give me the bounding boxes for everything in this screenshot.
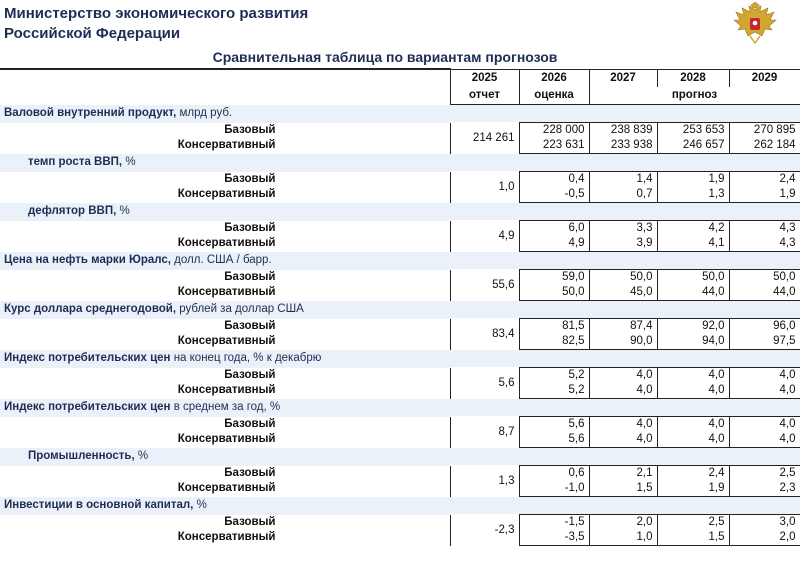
- value-2029: 4,0: [729, 417, 800, 433]
- scenario-label: Базовый: [224, 368, 276, 381]
- scenario-label: Консервативный: [177, 188, 276, 201]
- scenario-row: [0, 172, 800, 188]
- indicator-title: Инвестиции в основной капитал,: [4, 499, 194, 511]
- value-2027: 4,0: [589, 383, 657, 399]
- value-2027: 1,0: [589, 530, 657, 546]
- value-2028: 94,0: [657, 334, 729, 350]
- value-2025: 5,6: [450, 368, 519, 399]
- status-header-row: [0, 87, 800, 105]
- value-2026: -0,5: [519, 187, 589, 203]
- value-2027: 3,3: [589, 221, 657, 237]
- value-2026: 5,2: [519, 368, 589, 384]
- scenario-label: Базовый: [224, 319, 276, 332]
- value-2026: 0,4: [519, 172, 589, 188]
- label-estimate: оценка: [519, 87, 589, 105]
- value-2025: 1,0: [450, 172, 519, 203]
- value-2028: 50,0: [657, 270, 729, 286]
- value-2028: 4,0: [657, 368, 729, 384]
- indicator-name: [0, 105, 450, 123]
- value-2026: 81,5: [519, 319, 589, 335]
- value-2027: 45,0: [589, 285, 657, 301]
- scenario-row: [0, 138, 800, 154]
- indicator-name: [0, 203, 450, 221]
- value-2027: 1,4: [589, 172, 657, 188]
- indicator-name: [0, 350, 450, 368]
- value-2029: 262 184: [729, 138, 800, 154]
- indicator-row: [0, 252, 800, 270]
- forecast-table: [0, 68, 800, 546]
- scenario-label: Консервативный: [177, 335, 276, 348]
- value-2029: 4,0: [729, 432, 800, 448]
- value-2028: 44,0: [657, 285, 729, 301]
- year-header-row: [0, 69, 800, 87]
- scenario-label: Базовый: [224, 270, 276, 283]
- indicator-unit: %: [116, 205, 130, 217]
- value-2027: 50,0: [589, 270, 657, 286]
- indicator-title: темп роста ВВП,: [28, 156, 123, 168]
- value-2028: 2,4: [657, 466, 729, 482]
- indicator-name: [0, 497, 450, 515]
- value-2028: 2,5: [657, 515, 729, 531]
- table-title: Сравнительная таблица по вариантам прогнозов: [212, 49, 558, 65]
- indicator-row: [0, 399, 800, 417]
- value-2029: 2,0: [729, 530, 800, 546]
- value-2027: 4,0: [589, 368, 657, 384]
- indicator-unit: %: [193, 499, 207, 511]
- value-2026: -3,5: [519, 530, 589, 546]
- value-2028: 4,0: [657, 432, 729, 448]
- scenario-label: Базовый: [224, 417, 276, 430]
- scenario-row: [0, 481, 800, 497]
- value-2027: 4,0: [589, 432, 657, 448]
- value-2027: 87,4: [589, 319, 657, 335]
- value-2028: 4,2: [657, 221, 729, 237]
- value-2028: 4,0: [657, 417, 729, 433]
- value-2025: 4,9: [450, 221, 519, 252]
- value-2029: 2,4: [729, 172, 800, 188]
- scenario-label: Консервативный: [177, 286, 276, 299]
- value-2025: 214 261: [450, 123, 519, 154]
- scenario-label: Консервативный: [177, 482, 276, 495]
- value-2029: 44,0: [729, 285, 800, 301]
- value-2028: 1,9: [657, 481, 729, 497]
- value-2025: 55,6: [450, 270, 519, 301]
- value-2026: 5,6: [519, 432, 589, 448]
- scenario-label: Базовый: [224, 515, 276, 528]
- ministry-name-line1: Министерство экономического развития: [4, 5, 309, 22]
- value-2027: 90,0: [589, 334, 657, 350]
- indicator-unit: млрд руб.: [176, 107, 233, 119]
- indicator-row: [0, 497, 800, 515]
- value-2029: 1,9: [729, 187, 800, 203]
- value-2028: 246 657: [657, 138, 729, 154]
- value-2029: 2,3: [729, 481, 800, 497]
- indicator-name: [0, 448, 450, 466]
- scenario-row: [0, 221, 800, 237]
- value-2026: 6,0: [519, 221, 589, 237]
- value-2028: 4,1: [657, 236, 729, 252]
- value-2028: 1,3: [657, 187, 729, 203]
- indicator-title: Промышленность,: [28, 450, 135, 462]
- label-forecast: прогноз: [589, 87, 800, 105]
- scenario-label: Консервативный: [177, 384, 276, 397]
- value-2028: 253 653: [657, 123, 729, 139]
- year-2029: 2029: [729, 69, 800, 87]
- scenario-row: [0, 270, 800, 286]
- value-2027: 0,7: [589, 187, 657, 203]
- value-2026: -1,5: [519, 515, 589, 531]
- indicator-unit: долл. США / барр.: [170, 254, 272, 266]
- value-2027: 238 839: [589, 123, 657, 139]
- indicator-unit: рублей за доллар США: [176, 303, 304, 315]
- year-2028: 2028: [657, 69, 729, 87]
- value-2029: 4,3: [729, 236, 800, 252]
- indicator-name: [0, 301, 450, 319]
- scenario-label: Базовый: [224, 221, 276, 234]
- scenario-label: Базовый: [224, 172, 276, 185]
- year-2027: 2027: [589, 69, 657, 87]
- year-2025: 2025: [450, 69, 519, 87]
- value-2026: 0,6: [519, 466, 589, 482]
- value-2025: 8,7: [450, 417, 519, 448]
- indicator-row: [0, 448, 800, 466]
- scenario-row: [0, 417, 800, 433]
- indicator-unit: на конец года, % к декабрю: [170, 352, 322, 364]
- indicator-name: [0, 154, 450, 172]
- value-2026: 4,9: [519, 236, 589, 252]
- value-2025: 1,3: [450, 466, 519, 497]
- scenario-label: Базовый: [224, 123, 276, 136]
- scenario-row: [0, 530, 800, 546]
- scenario-row: [0, 187, 800, 203]
- value-2026: 228 000: [519, 123, 589, 139]
- year-2026: 2026: [519, 69, 589, 87]
- value-2026: 5,6: [519, 417, 589, 433]
- coat-of-arms-icon: [730, 2, 780, 46]
- indicator-row: [0, 203, 800, 221]
- scenario-row: [0, 466, 800, 482]
- value-2026: 82,5: [519, 334, 589, 350]
- scenario-row: [0, 236, 800, 252]
- value-2029: 50,0: [729, 270, 800, 286]
- ministry-name-line2: Российской Федерации: [4, 25, 181, 42]
- header: [0, 0, 800, 46]
- value-2026: 223 631: [519, 138, 589, 154]
- scenario-row: [0, 123, 800, 139]
- value-2027: 1,5: [589, 481, 657, 497]
- indicator-name: [0, 399, 450, 417]
- value-2026: 5,2: [519, 383, 589, 399]
- value-2028: 1,9: [657, 172, 729, 188]
- label-report: отчет: [450, 87, 519, 105]
- value-2029: 3,0: [729, 515, 800, 531]
- value-2029: 4,3: [729, 221, 800, 237]
- scenario-label: Консервативный: [177, 433, 276, 446]
- value-2025: 83,4: [450, 319, 519, 350]
- indicator-row: [0, 350, 800, 368]
- value-2026: 50,0: [519, 285, 589, 301]
- scenario-label: Консервативный: [177, 531, 276, 544]
- indicator-unit: в среднем за год, %: [170, 401, 281, 413]
- value-2027: 4,0: [589, 417, 657, 433]
- indicator-title: Индекс потребительских цен: [4, 401, 171, 413]
- ministry-name: [4, 4, 308, 44]
- indicator-unit: %: [134, 450, 149, 462]
- scenario-row: [0, 432, 800, 448]
- indicator-title: Индекс потребительских цен: [4, 352, 171, 364]
- indicator-title: дефлятор ВВП,: [28, 205, 117, 217]
- value-2028: 92,0: [657, 319, 729, 335]
- scenario-label: Консервативный: [177, 237, 276, 250]
- indicator-unit: %: [122, 156, 136, 168]
- indicator-title: Цена на нефть марки Юралс,: [4, 254, 171, 266]
- scenario-row: [0, 285, 800, 301]
- scenario-row: [0, 334, 800, 350]
- value-2027: 233 938: [589, 138, 657, 154]
- value-2029: 270 895: [729, 123, 800, 139]
- scenario-row: [0, 319, 800, 335]
- indicator-title: Курс доллара среднегодовой,: [4, 303, 177, 315]
- scenario-row: [0, 368, 800, 384]
- value-2029: 4,0: [729, 383, 800, 399]
- indicator-name: [0, 252, 450, 270]
- value-2027: 2,0: [589, 515, 657, 531]
- value-2028: 1,5: [657, 530, 729, 546]
- scenario-row: [0, 383, 800, 399]
- value-2027: 3,9: [589, 236, 657, 252]
- value-2025: -2,3: [450, 515, 519, 546]
- value-2028: 4,0: [657, 383, 729, 399]
- scenario-label: Базовый: [224, 466, 276, 479]
- indicator-row: [0, 301, 800, 319]
- value-2029: 97,5: [729, 334, 800, 350]
- value-2026: -1,0: [519, 481, 589, 497]
- indicator-title: Валовой внутренний продукт,: [4, 107, 177, 119]
- value-2029: 4,0: [729, 368, 800, 384]
- scenario-row: [0, 515, 800, 531]
- value-2027: 2,1: [589, 466, 657, 482]
- indicator-row: [0, 154, 800, 172]
- value-2026: 59,0: [519, 270, 589, 286]
- indicator-row: [0, 105, 800, 123]
- value-2029: 96,0: [729, 319, 800, 335]
- scenario-label: Консервативный: [177, 139, 276, 152]
- value-2029: 2,5: [729, 466, 800, 482]
